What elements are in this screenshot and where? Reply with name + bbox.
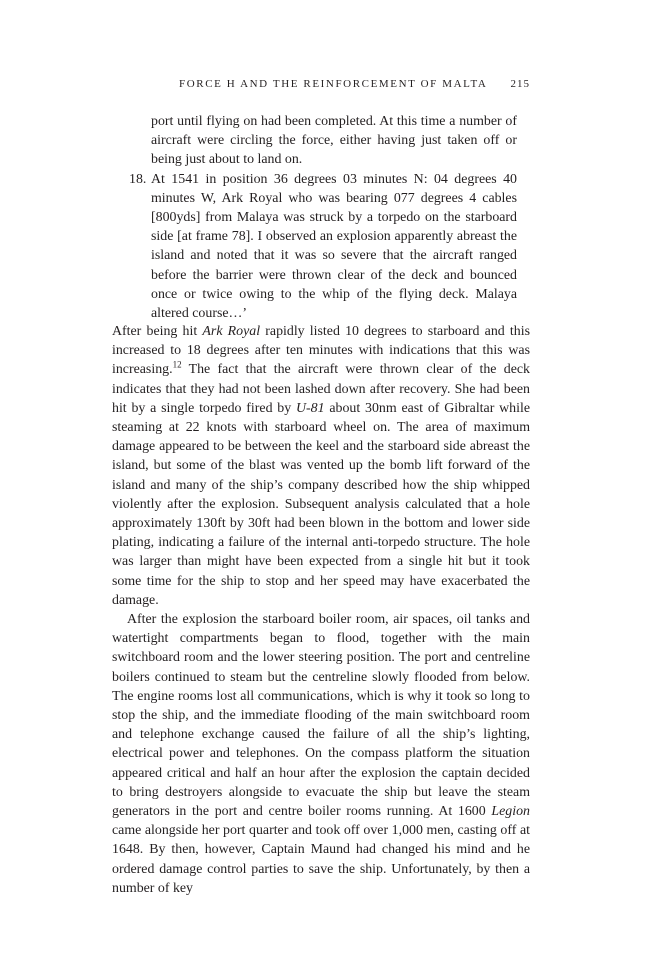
body-paragraph-2 bbox=[112, 610, 530, 898]
submarine-name-u81: U-81 bbox=[296, 400, 325, 416]
quote-list-item bbox=[130, 170, 517, 324]
quote-continuation: port until flying on had been completed. At this time a number of aircraft were circling the force, either having just taken off or being just about to land on. bbox=[151, 114, 517, 168]
p1-segment-2: rapidly listed 10 degrees to starboard and this increased to 18 degrees after ten minutes with indications that this was increasing. bbox=[112, 324, 530, 378]
page-number: 215 bbox=[510, 78, 530, 90]
p1-segment-1: After being hit bbox=[112, 324, 203, 339]
block-quote bbox=[130, 112, 517, 323]
page-header bbox=[112, 76, 530, 92]
p2-segment-1: After the explosion the starboard boiler room, air spaces, oil tanks and watertight compartments began to flood, together with the main switchboard room and the lower steering position. The port and centreline boilers continued to steam but the centreline slowly flooded from below. The engine rooms lost all communications, which is why it took so long to stop the ship, and the immediate flooding of the main switchboard room and telephone exchange caused the failure of all the ship’s lighting, electrical power and telephones. On the compass platform the situation appeared critical and half an hour after the explosion the captain decided to bring destroyers alongside to evacuate the ship but leave the steam generators in the port and centre boiler rooms running. At 1600 bbox=[112, 612, 530, 820]
p2-segment-2: came alongside her port quarter and took off over 1,000 men, casting off at 1648. By then, however, Captain Maund had changed his mind and he ordered damage control parties to save the ship. Unfortunately, by then a number of key bbox=[112, 823, 530, 896]
ship-name-ark-royal: Ark Royal bbox=[202, 324, 261, 339]
body-text bbox=[112, 322, 530, 898]
body-paragraph-1 bbox=[112, 322, 530, 610]
ship-name-legion: Legion bbox=[491, 804, 530, 820]
p1-segment-4: about 30nm east of Gibraltar while steaming at 22 knots with starboard wheel on. The area of maximum damage appeared to be between the keel and the starboard side abreast the island, but some of the blast was vented up the bomb lift forward of the island and many of the ship’s company described how the ship whipped violently after the explosion. Subsequent analysis calculated that a hole approximately 130ft by 30ft had been blown in the bottom and lower side plating, indicating a failure of the internal anti-torpedo structure. The hole was larger than might have been expected from a single hit but it took some time for the ship to stop and her speed may have exacerbated the damage. bbox=[112, 400, 530, 608]
footnote-reference: 12 bbox=[172, 359, 182, 370]
quote-item-number: 18. bbox=[129, 171, 147, 187]
p1-segment-3: The fact that the aircraft were thrown clear of the deck indicates that they had not been lashed down after recovery. She had been hit by a single torpedo fired by bbox=[112, 362, 530, 416]
quote-item-text: At 1541 in position 36 degrees 03 minutes N: 04 degrees 40 minutes W, Ark Royal who was bearing 077 degrees 4 cables [800yds] from Malaya was struck by a torpedo on the starboard side [at frame 78]. I observed an explosion apparently abreast the island and noted that it was so severe that the aircraft ranged before the barrier were thrown clear of the deck and bounced once or twice owing to the whip of the flying deck. Malaya altered course…’ bbox=[151, 171, 517, 322]
running-head: FORCE H AND THE REINFORCEMENT OF MALTA bbox=[179, 78, 488, 90]
